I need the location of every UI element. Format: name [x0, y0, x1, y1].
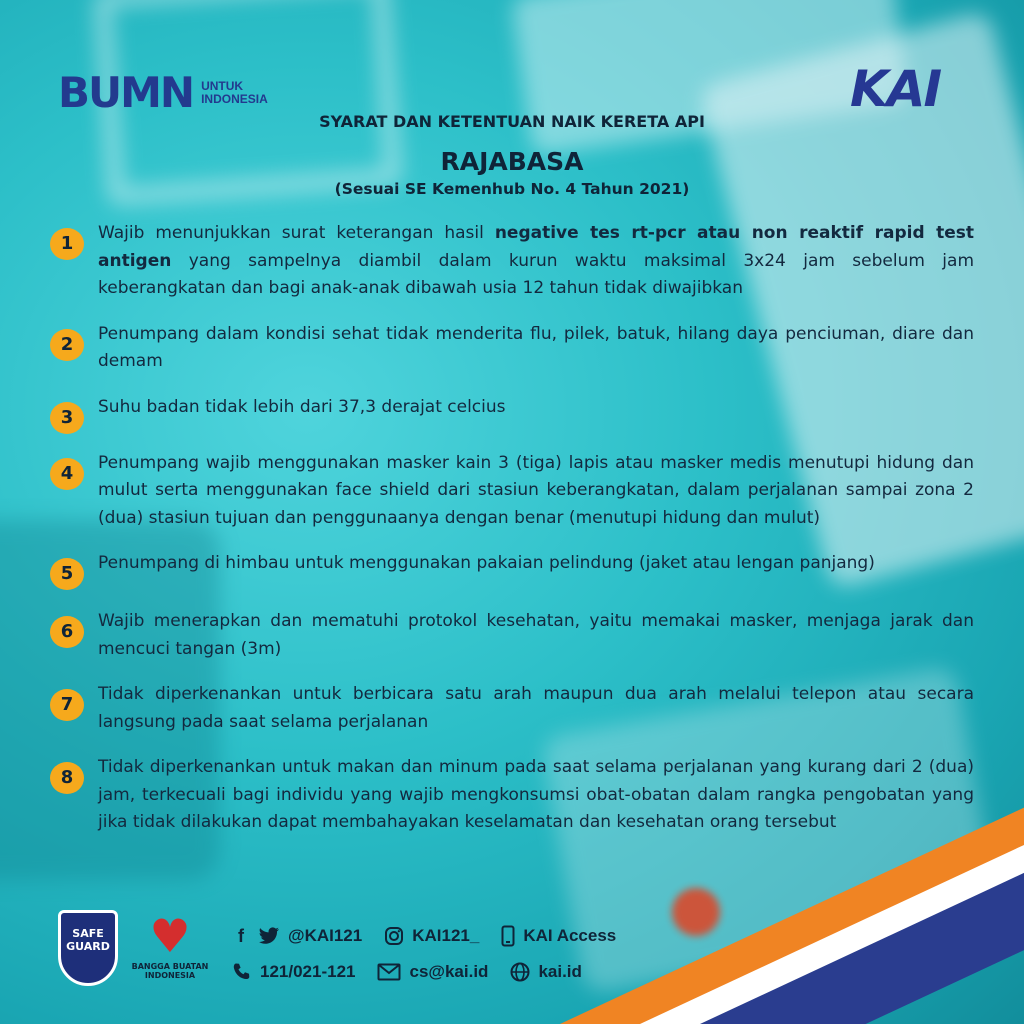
- twitter-icon: [258, 927, 280, 945]
- app-link[interactable]: [501, 925, 616, 947]
- rule-text-part: Suhu badan tidak lebih dari 37,3 derajat celcius: [98, 396, 506, 417]
- contacts-row-2: [232, 954, 616, 990]
- bangga-buatan-indonesia-logo: [130, 910, 210, 990]
- bumn-logo-mark: BUMN: [58, 68, 194, 117]
- rule-number-badge: 7: [50, 689, 84, 721]
- rule-text: [98, 321, 974, 376]
- kai-logo: [850, 60, 940, 118]
- rule-item: [50, 220, 974, 303]
- rule-number-badge: 5: [50, 558, 84, 590]
- rule-text-part: Wajib menerapkan dan mematuhi protokol kesehatan, yaitu memakai masker, menjaga jarak dan mencuci tangan (3m): [98, 611, 974, 659]
- social-handle: @KAI121: [288, 926, 363, 945]
- kai-logo-text: KAI: [850, 60, 941, 118]
- rule-item: [50, 450, 974, 533]
- instagram-link[interactable]: [384, 926, 479, 946]
- rule-number-badge: 4: [50, 458, 84, 490]
- app-name: KAI Access: [523, 926, 617, 945]
- rule-item: [50, 394, 974, 434]
- phone-link[interactable]: [232, 962, 355, 982]
- bumn-logo-sub-line1: UNTUK: [201, 78, 244, 93]
- rule-text-part: yang sampelnya diambil dalam kurun waktu maksimal 3x24 jam sebelum jam keberangkatan dan bagi anak-anak dibawah usia 12 tahun tidak diwajibkan: [98, 250, 974, 298]
- phone-icon: [232, 962, 252, 982]
- rule-item: [50, 608, 974, 663]
- bangga-label: BANGGA BUATAN INDONESIA: [131, 962, 209, 980]
- rule-text: [98, 754, 974, 837]
- rule-number-badge: 1: [50, 228, 84, 260]
- bumn-logo: [58, 68, 268, 117]
- station-name: RAJABASA: [440, 147, 584, 176]
- bumn-logo-sub: [201, 80, 268, 106]
- globe-icon: [510, 962, 530, 982]
- email-address: cs@kai.id: [409, 962, 489, 981]
- safeguard-line1: SAFE: [72, 927, 104, 940]
- rule-text-part: Penumpang di himbau untuk menggunakan pakaian pelindung (jaket atau lengan panjang): [98, 553, 875, 573]
- rule-text: [98, 394, 974, 422]
- rule-item: [50, 550, 974, 590]
- website-link[interactable]: [510, 962, 581, 982]
- rule-text-part: Wajib menunjukkan surat keterangan hasil: [98, 223, 495, 243]
- bumn-logo-sub-line2: INDONESIA: [201, 91, 268, 106]
- rule-text: [98, 220, 974, 303]
- rule-text-part: Penumpang wajib menggunakan masker kain 3 (tiga) lapis atau masker medis menutupi hidung dan mulut serta menggunakan face shield dari stasiun keberangkatan, dalam perjalanan sampai zona 2 (dua) stasiun tujuan dan penggunaanya dengan benar (menutupi hidung dan mulut): [98, 452, 974, 528]
- phone-number: 121/021-121: [260, 962, 356, 981]
- instagram-icon: [384, 926, 404, 946]
- rule-number-badge: 6: [50, 616, 84, 648]
- email-link[interactable]: [377, 962, 488, 982]
- rule-number-badge: 8: [50, 762, 84, 794]
- instagram-handle: KAI121_: [412, 926, 480, 945]
- bg-red-light: [672, 888, 720, 936]
- rule-item: [50, 321, 974, 376]
- rule-item: [50, 754, 974, 837]
- facebook-icon: f: [238, 925, 244, 946]
- page-title: SYARAT DAN KETENTUAN NAIK KERETA API: [319, 112, 705, 131]
- rule-text: [98, 608, 974, 663]
- smartphone-icon: [501, 925, 515, 947]
- rule-number-badge: 2: [50, 329, 84, 361]
- rule-number-badge: 3: [50, 402, 84, 434]
- page-subtitle: (Sesuai SE Kemenhub No. 4 Tahun 2021): [334, 180, 690, 198]
- heart-icon: ♥: [149, 909, 191, 963]
- social-twitter-link[interactable]: [232, 926, 362, 947]
- contacts: [232, 918, 616, 990]
- rule-text-part: Tidak diperkenankan untuk makan dan minum pada saat selama perjalanan yang kurang dari 2 (dua) jam, terkecuali bagi individu yang wajib mengkonsumsi obat-obatan dalam rangka pengobatan yang jika tidak dilakukan dapat membahayakan keselamatan dan kesehatan orang tersebut: [98, 757, 974, 832]
- rule-item: [50, 681, 974, 736]
- rule-text: [98, 550, 974, 578]
- rule-text-part: Tidak diperkenankan untuk berbicara satu arah maupun dua arah melalui telepon atau secara langsung pada saat selama perjalanan: [98, 684, 974, 732]
- website-url: kai.id: [538, 962, 582, 981]
- rule-text: [98, 681, 974, 736]
- rule-text-emphasis: negative tes rt-pcr atau non reaktif rapid test antigen: [98, 223, 974, 271]
- rule-text: [98, 450, 974, 533]
- safeguard-badge: [58, 910, 118, 986]
- envelope-icon: [377, 963, 401, 981]
- safeguard-line2: GUARD: [66, 940, 110, 953]
- rule-text-part: Penumpang dalam kondisi sehat tidak menderita flu, pilek, batuk, hilang daya penciuman, diare dan demam: [98, 323, 974, 371]
- contacts-row-1: [232, 918, 616, 954]
- rules-list: [50, 220, 974, 837]
